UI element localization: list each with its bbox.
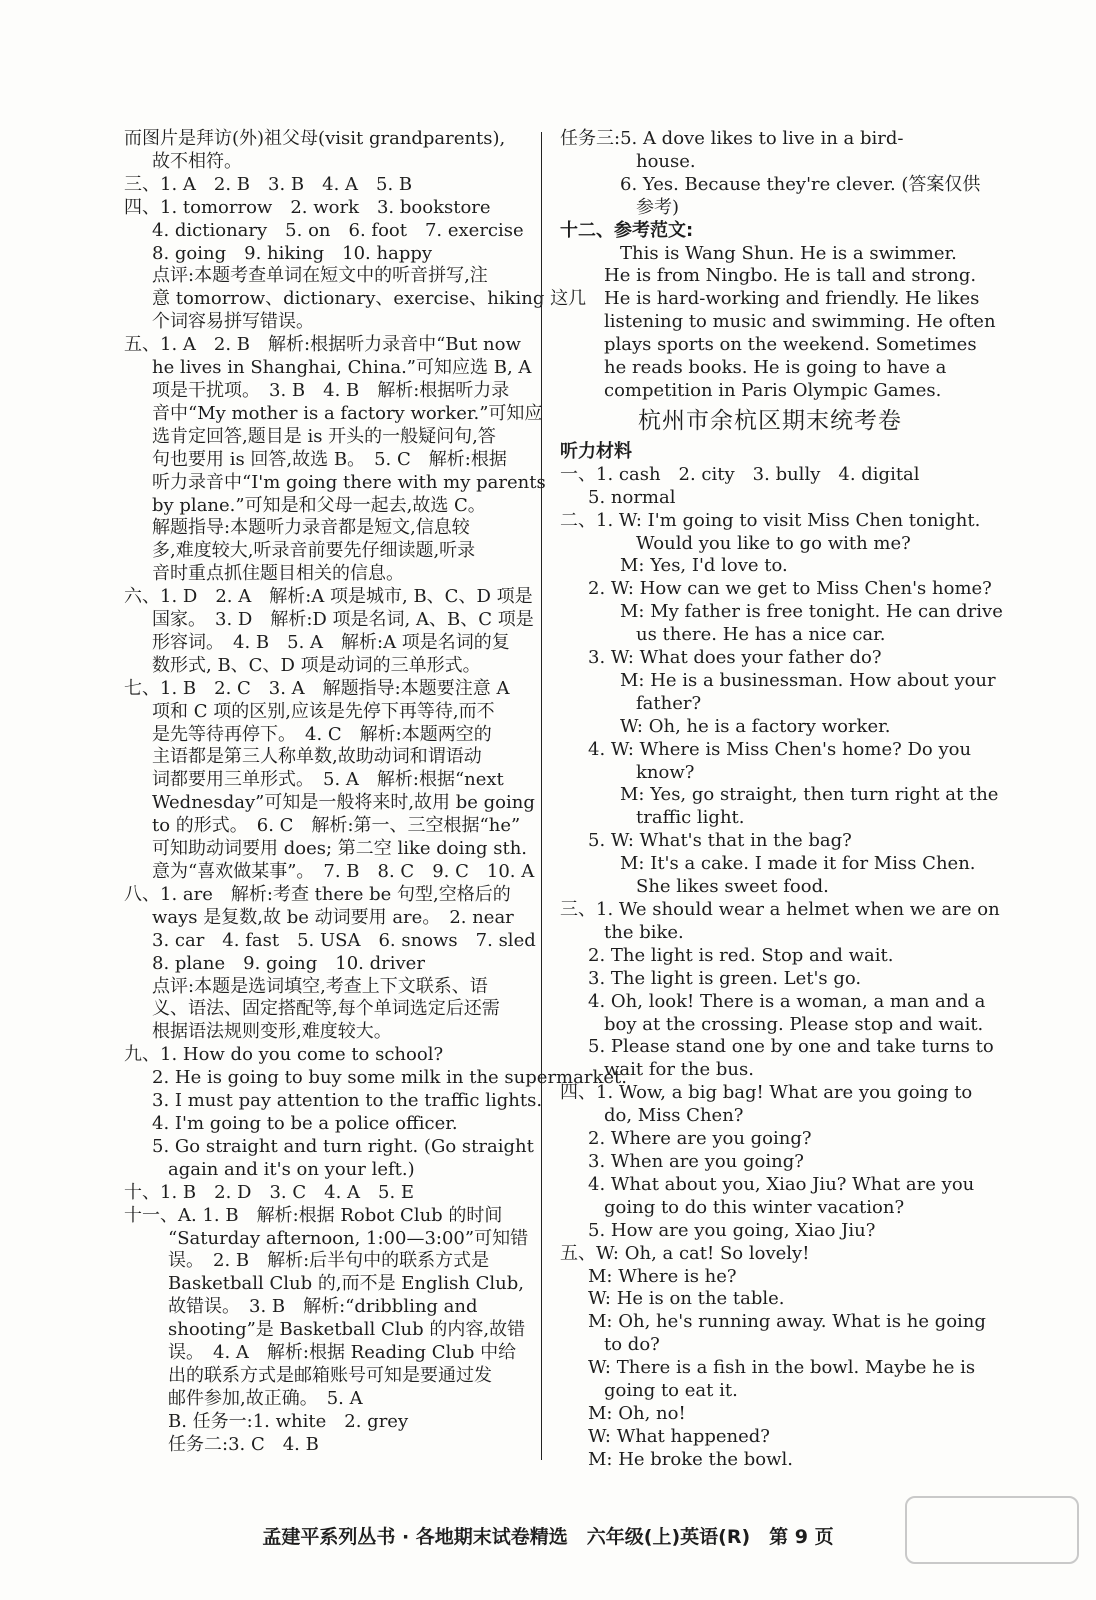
right-column-line: 3. W: What does your father do? <box>588 647 882 669</box>
left-column-line: 主语都是第三人称单数,故助动词和谓语动 <box>152 746 482 768</box>
right-column-line: 5. How are you going, Xiao Jiu? <box>588 1219 876 1241</box>
right-column-line: wait for the bus. <box>604 1059 754 1081</box>
right-column-line: know? <box>636 761 695 783</box>
left-column-line: 句也要用 is 回答,故选 B。 5. C 解析:根据 <box>152 448 507 470</box>
right-column-line: 5. W: What's that in the bag? <box>588 830 852 852</box>
left-column-line: 词都要用三单形式。 5. A 解析:根据“next <box>152 769 504 791</box>
left-column-line: 形容词。 4. B 5. A 解析:A 项是名词的复 <box>152 631 510 653</box>
right-column-line: She likes sweet food. <box>636 876 829 898</box>
section-title: 杭州市余杭区期末统考卷 <box>638 407 902 434</box>
left-column-line: 项是干扰项。 3. B 4. B 解析:根据听力录 <box>152 379 510 401</box>
right-column-line: M: Oh, he's running away. What is he going <box>588 1311 986 1333</box>
left-column-line: 音中“My mother is a factory worker.”可知应 <box>152 402 543 424</box>
right-column-line: 听力材料 <box>560 440 632 462</box>
right-column-line: 3. When are you going? <box>588 1150 804 1172</box>
left-column-line: he lives in Shanghai, China.”可知应选 B, A <box>152 357 532 379</box>
right-column-line: do, Miss Chen? <box>604 1105 744 1127</box>
left-column-line: 数形式, B、C、D 项是动词的三单形式。 <box>152 654 481 676</box>
right-column-line: 一、1. cash 2. city 3. bully 4. digital <box>560 463 920 485</box>
right-column-line: 参考) <box>636 196 680 218</box>
right-column-line: us there. He has a nice car. <box>636 624 886 646</box>
left-column-line: 是先等待再停下。 4. C 解析:本题两空的 <box>152 723 492 745</box>
left-column-line: 五、1. A 2. B 解析:根据听力录音中“But now <box>124 334 521 356</box>
left-column-line: 意为“喜欢做某事”。 7. B 8. C 9. C 10. A <box>152 861 535 882</box>
right-column-line: He is hard-working and friendly. He likes <box>604 288 980 310</box>
right-column-line: 2. W: How can we get to Miss Chen's home? <box>588 578 992 600</box>
left-column-line: 3. car 4. fast 5. USA 6. snows 7. sled <box>152 929 536 951</box>
right-column-line: 五、W: Oh, a cat! So lovely! <box>560 1242 810 1264</box>
left-column-line: 个词容易拼写错误。 <box>152 311 314 333</box>
right-column-line: M: He broke the bowl. <box>588 1448 793 1470</box>
right-column-line: 二、1. W: I'm going to visit Miss Chen tonight. <box>560 509 981 531</box>
right-column-line: He is from Ningbo. He is tall and strong. <box>604 265 977 287</box>
right-column-line: Would you like to go with me? <box>636 532 911 554</box>
left-column-line: 误。 2. B 解析:后半句中的联系方式是 <box>168 1250 490 1272</box>
left-column-line: 可知助动词要用 does; 第二空 like doing sth. <box>152 838 528 860</box>
right-column-line: 3. The light is green. Let's go. <box>588 967 862 989</box>
right-column-line: M: Yes, I'd love to. <box>620 555 788 577</box>
left-column-line: Basketball Club 的,而不是 English Club, <box>168 1273 524 1295</box>
right-column-line: 5. Please stand one by one and take turns to <box>588 1036 994 1058</box>
left-column-line: 出的联系方式是邮箱账号可知是要通过发 <box>168 1364 492 1386</box>
left-column-line: 5. Go straight and turn right. (Go straight <box>152 1135 534 1157</box>
right-column-line: 5. normal <box>588 486 676 508</box>
left-column-line: 国家。 3. D 解析:D 项是名词, A、B、C 项是 <box>152 609 534 631</box>
left-column-line: 2. He is going to buy some milk in the supermarket. <box>152 1067 627 1089</box>
right-column-line: to do? <box>604 1334 660 1356</box>
right-column-line: This is Wang Shun. He is a swimmer. <box>620 242 957 264</box>
left-column-line: “Saturday afternoon, 1:00—3:00”可知错 <box>168 1227 529 1249</box>
right-column-line: the bike. <box>604 921 684 943</box>
right-column-line: he reads books. He is going to have a <box>604 357 947 379</box>
right-column-line: M: Yes, go straight, then turn right at the <box>620 784 999 806</box>
left-column-line: 误。 4. A 解析:根据 Reading Club 中给 <box>168 1342 517 1364</box>
left-column-line: 4. dictionary 5. on 6. foot 7. exercise <box>152 219 524 241</box>
left-column-line: 故不相符。 <box>152 150 242 172</box>
left-column-line: shooting”是 Basketball Club 的内容,故错 <box>168 1319 526 1341</box>
left-column-line: B. 任务一:1. white 2. grey <box>168 1410 409 1432</box>
left-column-line: 音时重点抓住题目相关的信息。 <box>152 563 404 585</box>
left-column-line: 根据语法规则变形,难度较大。 <box>152 1021 392 1043</box>
left-column-line: 点评:本题考查单词在短文中的听音拼写,注 <box>152 265 488 287</box>
right-column-line: W: There is a fish in the bowl. Maybe he is <box>588 1357 976 1379</box>
right-column-line: 4. W: Where is Miss Chen's home? Do you <box>588 738 972 760</box>
right-column-line: M: Where is he? <box>588 1265 737 1287</box>
left-column-line: 邮件参加,故正确。 5. A <box>168 1387 363 1409</box>
left-column-line: 九、1. How do you come to school? <box>124 1044 444 1066</box>
right-column-line: 2. Where are you going? <box>588 1128 812 1150</box>
left-column-line: 四、1. tomorrow 2. work 3. bookstore <box>124 196 491 218</box>
right-column-line: going to eat it. <box>604 1380 738 1402</box>
left-column-line: 十一、A. 1. B 解析:根据 Robot Club 的时间 <box>124 1204 503 1226</box>
right-column-line: W: He is on the table. <box>588 1288 785 1310</box>
left-column-line: 8. going 9. hiking 10. happy <box>152 242 433 264</box>
left-column-line: by plane.”可知是和父母一起去,故选 C。 <box>152 494 486 516</box>
right-column-line: competition in Paris Olympic Games. <box>604 379 942 401</box>
left-column-line: 故错误。 3. B 解析:“dribbling and <box>168 1296 478 1318</box>
right-column-line: M: Oh, no! <box>588 1402 686 1424</box>
left-column-line: 而图片是拜访(外)祖父母(visit grandparents), <box>124 128 506 149</box>
left-column-line: 八、1. are 解析:考查 there be 句型,空格后的 <box>124 883 511 905</box>
right-column-line: boy at the crossing. Please stop and wait. <box>604 1013 984 1035</box>
right-column-line: M: My father is free tonight. He can drive <box>620 601 1003 623</box>
right-column <box>560 128 1003 1472</box>
left-column-line: 七、1. B 2. C 3. A 解题指导:本题要注意 A <box>124 677 510 699</box>
page-footer: 孟建平系列丛书 · 各地期末试卷精选 六年级(上)英语(R) 第 9 页 <box>262 1526 834 1548</box>
left-column-line: 3. I must pay attention to the traffic lights. <box>152 1090 543 1112</box>
right-column-line: 6. Yes. Because they're clever. (答案仅供 <box>620 173 981 195</box>
right-column-line: plays sports on the weekend. Sometimes <box>604 334 977 356</box>
right-column-line: listening to music and swimming. He often <box>604 311 996 333</box>
left-column-line: Wednesday”可知是一般将来时,故用 be going <box>152 792 535 814</box>
left-column-line: 多,难度较大,听录音前要先仔细读题,听录 <box>152 540 476 562</box>
watermark-logo <box>905 1496 1075 1592</box>
right-column-line: 十二、参考范文: <box>560 219 694 241</box>
right-column-line: 任务三:5. A dove likes to live in a bird- <box>560 128 904 149</box>
right-column-line: father? <box>636 692 702 714</box>
right-column-line: going to do this winter vacation? <box>604 1196 905 1218</box>
right-column-bottom <box>560 440 1003 1472</box>
left-column-line: 三、1. A 2. B 3. B 4. A 5. B <box>124 173 413 195</box>
left-column-line: 解题指导:本题听力录音都是短文,信息较 <box>152 517 470 539</box>
right-column-line: W: What happened? <box>588 1425 770 1447</box>
right-column-line: W: Oh, he is a factory worker. <box>620 715 891 737</box>
right-column-line: 三、1. We should wear a helmet when we are on <box>560 899 1000 920</box>
left-column-line: 意 tomorrow、dictionary、exercise、hiking 这几 <box>152 288 587 310</box>
left-column-line: 十、1. B 2. D 3. C 4. A 5. E <box>124 1181 415 1203</box>
left-column-line: ways 是复数,故 be 动词要用 are。 2. near <box>152 906 514 928</box>
left-column-line: 听力录音中“I'm going there with my parents <box>152 471 546 493</box>
right-column-line: 2. The light is red. Stop and wait. <box>588 944 894 966</box>
right-column-line: M: It's a cake. I made it for Miss Chen. <box>620 853 976 875</box>
left-column-line: 8. plane 9. going 10. driver <box>152 952 425 974</box>
left-column-line: 任务二:3. C 4. B <box>168 1433 319 1455</box>
right-column-line: house. <box>636 150 696 172</box>
right-column-line: 4. What about you, Xiao Jiu? What are you <box>588 1173 975 1195</box>
right-column-line: 四、1. Wow, a big bag! What are you going to <box>560 1082 973 1104</box>
left-column-line: 选肯定回答,题目是 is 开头的一般疑问句,答 <box>152 425 496 447</box>
left-column-line: 点评:本题是选词填空,考查上下文联系、语 <box>152 975 488 997</box>
right-column-top <box>560 128 996 403</box>
watermark-box <box>905 1496 1079 1564</box>
right-column-line: 4. Oh, look! There is a woman, a man and a <box>588 990 986 1012</box>
left-column-line: to 的形式。 6. C 解析:第一、三空根据“he” <box>152 815 521 837</box>
left-column-line: 4. I'm going to be a police officer. <box>152 1112 458 1134</box>
left-column-line: again and it's on your left.) <box>168 1158 415 1180</box>
left-column-line: 六、1. D 2. A 解析:A 项是城市, B、C、D 项是 <box>124 586 533 608</box>
left-column-line: 义、语法、固定搭配等,每个单词选定后还需 <box>152 998 500 1020</box>
right-column-line: traffic light. <box>636 807 745 829</box>
right-column-line: M: He is a businessman. How about your <box>620 669 996 691</box>
column-divider <box>541 132 542 1460</box>
left-column-line: 项和 C 项的区别,应该是先停下再等待,而不 <box>152 700 495 722</box>
